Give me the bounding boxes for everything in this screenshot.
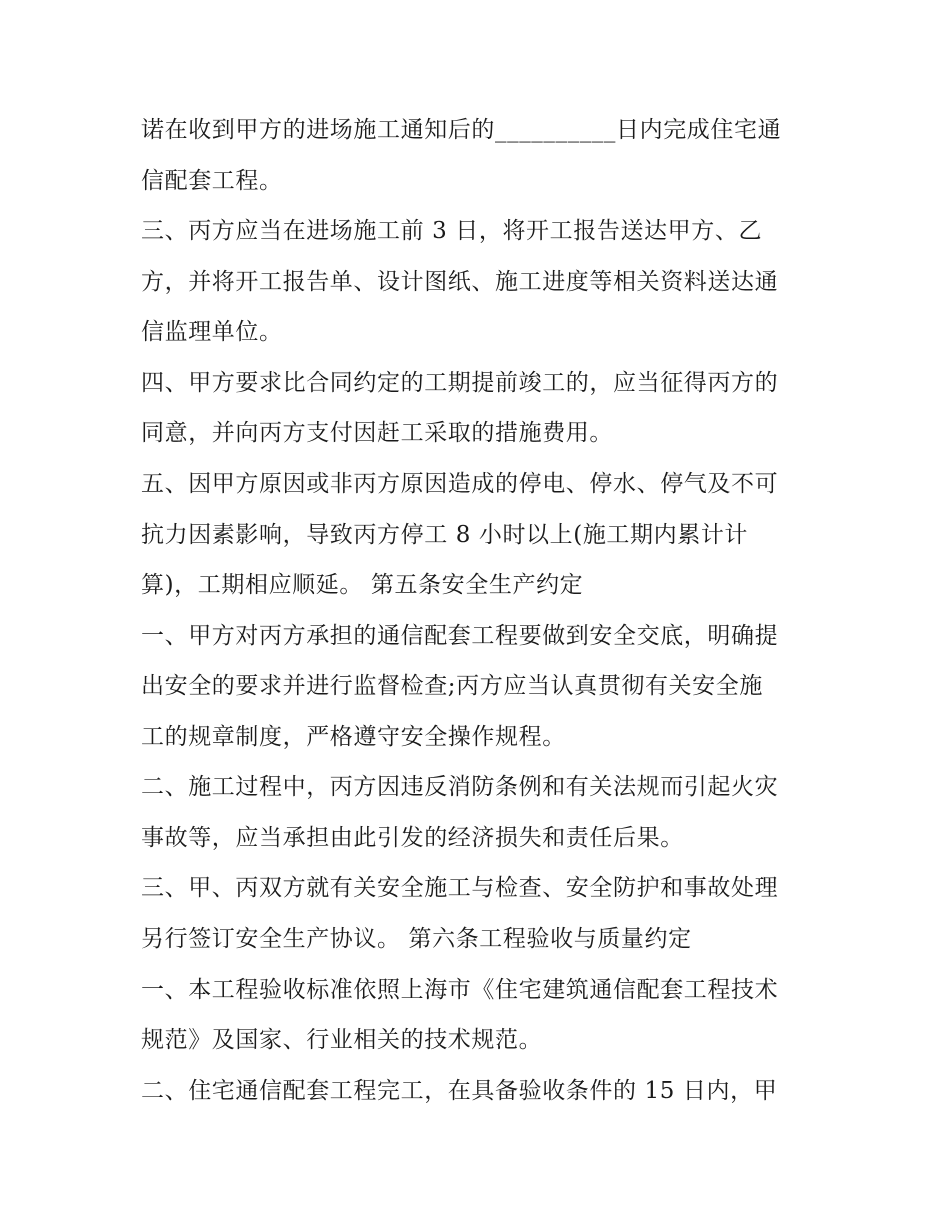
text-line: 三、甲、丙双方就有关安全施工与检查、安全防护和事故处理 (141, 875, 779, 901)
text-line: 信配套工程。 (141, 168, 283, 194)
text-line: 出安全的要求并进行监督检查;丙方应当认真贯彻有关安全施 (141, 673, 763, 699)
text-line: 二、住宅通信配套工程完工，在具备验收条件的 15 日内，甲 (141, 1078, 778, 1104)
text-line: 三、丙方应当在进场施工前 3 日，将开工报告送达甲方、乙 (141, 218, 763, 244)
text-line: 五、因甲方原因或非丙方原因造成的停电、停水、停气及不可 (141, 471, 779, 497)
text-line: 算)，工期相应顺延。 第五条安全生产约定 (141, 572, 584, 598)
text-line: 工的规章制度，严格遵守安全操作规程。 (141, 724, 566, 750)
text-line: 抗力因素影响，导致丙方停工 8 小时以上(施工期内累计计 (141, 522, 749, 548)
text-line: 一、本工程验收标准依照上海市《住宅建筑通信配套工程技术 (141, 977, 779, 1003)
text-line: 另行签订安全生产协议。 第六条工程验收与质量约定 (141, 926, 692, 952)
text-line: 信监理单位。 (141, 319, 283, 345)
text-line: 一、甲方对丙方承担的通信配套工程要做到安全交底，明确提 (141, 623, 779, 649)
text-line: 事故等，应当承担由此引发的经济损失和责任后果。 (141, 825, 684, 851)
text-line: 二、施工过程中，丙方因违反消防条例和有关法规而引起火灾 (141, 774, 779, 800)
text-line: 四、甲方要求比合同约定的工期提前竣工的，应当征得丙方的 (141, 370, 779, 396)
text-line: 同意，并向丙方支付因赶工采取的措施费用。 (141, 420, 613, 446)
text-line: 规范》及国家、行业相关的技术规范。 (141, 1027, 543, 1053)
text-line: 方，并将开工报告单、设计图纸、施工进度等相关资料送达通 (141, 269, 779, 295)
text-line: 诺在收到甲方的进场施工通知后的__________日内完成住宅通 (141, 117, 782, 143)
